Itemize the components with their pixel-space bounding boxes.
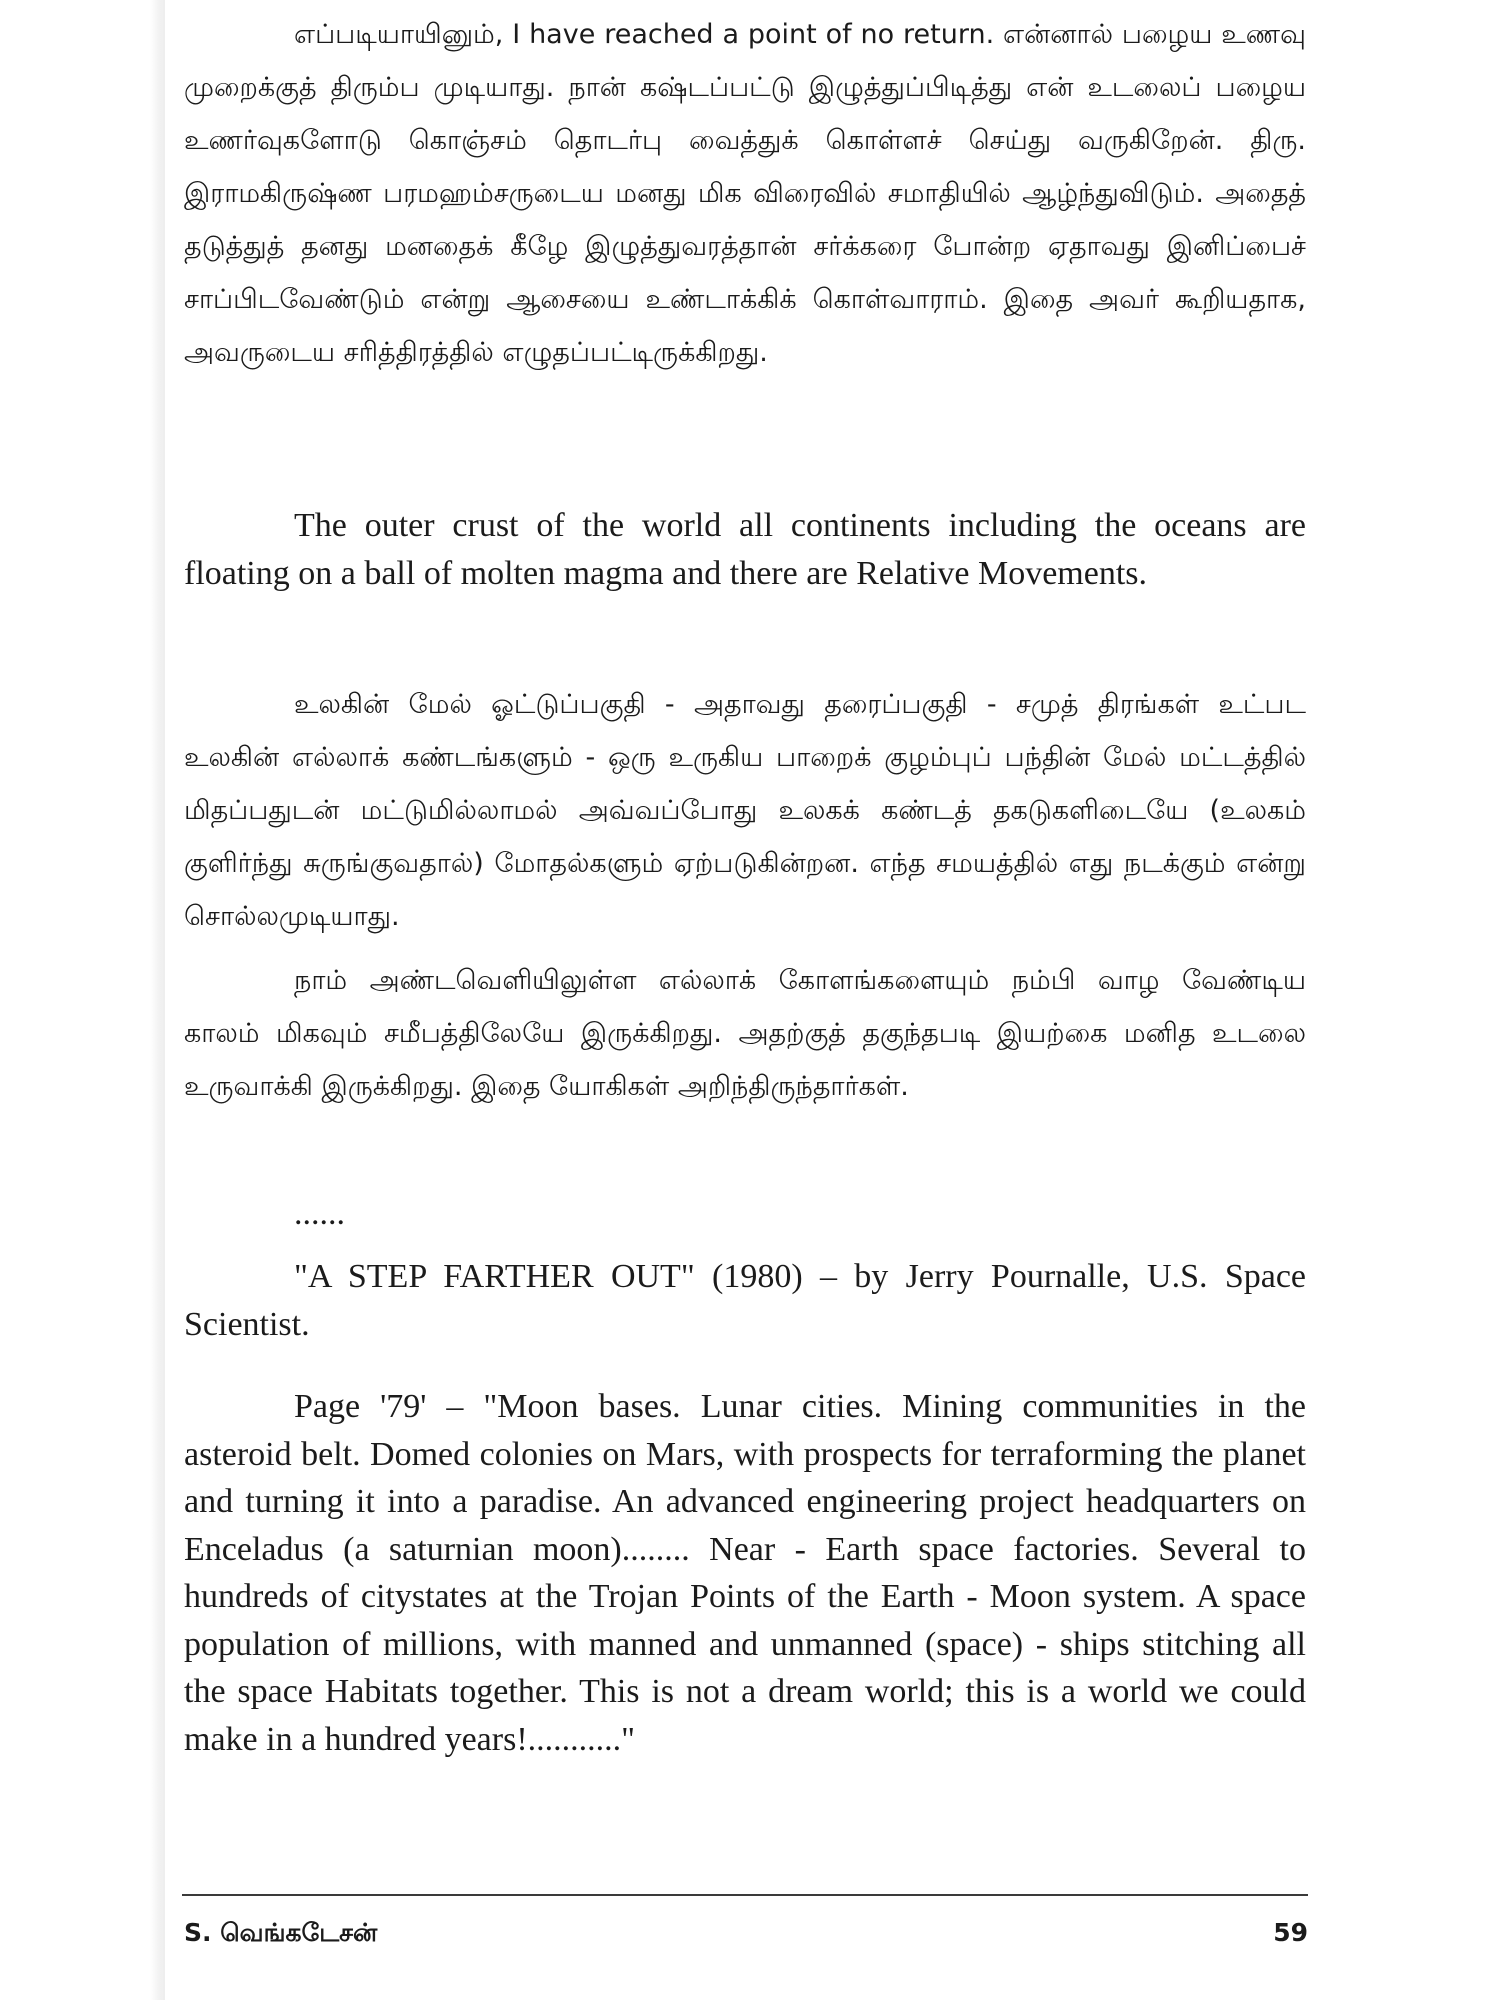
footer-divider	[182, 1894, 1308, 1896]
paragraph-book-quote: Page '79' – "Moon bases. Lunar cities. Mining communities in the asteroid belt. Domed colonies on Mars, with prospects for terraforming the planet and turning it into a paradise. An advanced engineering project headquarters on Enceladus (a saturnian moon)........ Near - Earth space factories. Several to hundreds of citystates at the Trojan Points of the Earth - Moon system. A space population of millions, with manned and unmanned (space) - ships stitching all the space Habitats together. This is not a dream world; this is a world we could make in a hundred years!..........."	[184, 1388, 1306, 1758]
paragraph-outer-crust: The outer crust of the world all continents including the oceans are floating on a ball of molten magma and there are Relative Movements.	[184, 507, 1306, 592]
paragraph-tamil-continents: உலகின் மேல் ஓட்டுப்பகுதி - அதாவது தரைப்பகுதி - சமுத் திரங்கள் உட்பட உலகின் எல்லாக் கண்டங்களும் - ஒரு உருகிய பாறைக் குழம்புப் பந்தின் மேல் மட்டத்தில் மிதப்பதுடன் மட்டுமில்லாமல் அவ்வப்போது உலகக் கண்டத் தகடுகளிடையே (உலகம் குளிர்ந்து சுருங்குவதால்) மோதல்களும் ஏற்படுகின்றன. எந்த சமயத்தில் எது நடக்கும் என்று சொல்லமுடியாது.	[184, 689, 1306, 932]
paragraph-book-citation: "A STEP FARTHER OUT" (1980) – by Jerry Pournalle, U.S. Space Scientist.	[184, 1258, 1306, 1343]
page-number: 59	[1273, 1918, 1308, 1947]
paragraph-tamil-point-of-no-return: எப்படியாயினும், I have reached a point of no return. என்னால் பழைய உணவு முறைக்குத் திரும்ப முடியாது. நான் கஷ்டப்பட்டு இழுத்துப்பிடித்து என் உடலைப் பழைய உணர்வுகளோடு கொஞ்சம் தொடர்பு வைத்துக் கொள்ளச் செய்து வருகிறேன். திரு. இராமகிருஷ்ண பரமஹம்சருடைய மனது மிக விரைவில் சமாதியில் ஆழ்ந்துவிடும். அதைத் தடுத்துத் தனது மனதைக் கீழே இழுத்துவரத்தான் சர்க்கரை போன்ற ஏதாவது இனிப்பைச் சாப்பிடவேண்டும் என்று ஆசையை உண்டாக்கிக் கொள்வாராம். இதை அவர் கூறியதாக, அவருடைய சரித்திரத்தில் எழுதப்பட்டிருக்கிறது.	[184, 19, 1306, 368]
ellipsis-separator: ......	[294, 1195, 345, 1232]
paragraph-tamil-space-living: நாம் அண்டவெளியிலுள்ள எல்லாக் கோளங்களையும் நம்பி வாழ வேண்டிய காலம் மிகவும் சமீபத்திலேயே இருக்கிறது. அதற்குத் தகுந்தபடி இயற்கை மனித உடலை உருவாக்கி இருக்கிறது. இதை யோகிகள் அறிந்திருந்தார்கள்.	[184, 965, 1306, 1102]
footer-author: S. வெங்கடேசன்	[184, 1918, 378, 1947]
